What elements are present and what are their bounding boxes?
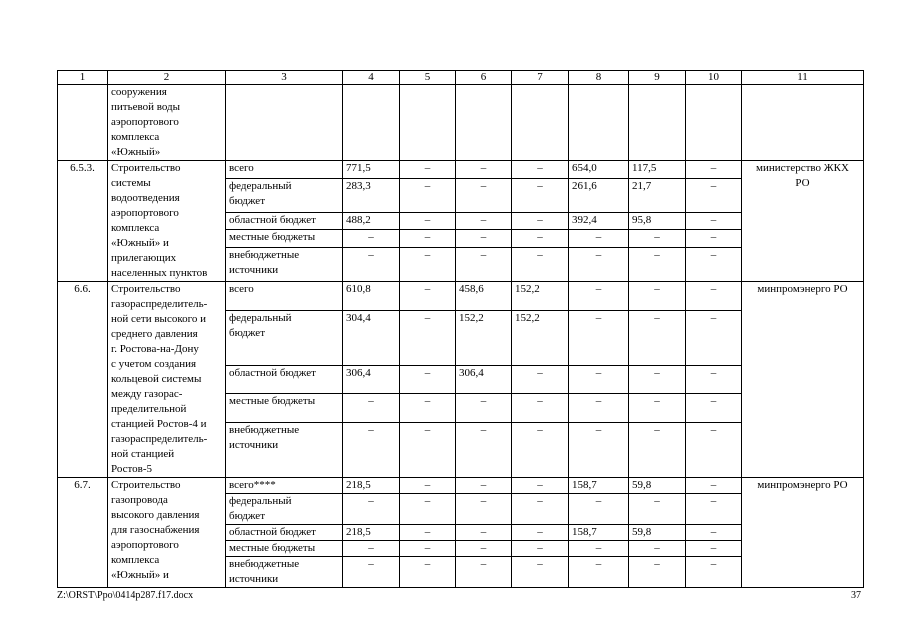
- value-cell: –: [456, 557, 512, 588]
- value-cell: –: [400, 541, 456, 557]
- value-cell: [343, 85, 400, 161]
- value-cell: –: [512, 178, 569, 212]
- value-cell: –: [629, 230, 686, 248]
- funding-source-cell: всего: [226, 161, 343, 179]
- value-cell: –: [629, 557, 686, 588]
- value-cell: –: [400, 247, 456, 281]
- header-cell: 4: [343, 71, 400, 85]
- column-number-row: [58, 71, 864, 85]
- funding-source-cell: местные бюджеты: [226, 230, 343, 248]
- value-cell: 59,8: [629, 525, 686, 541]
- value-cell: –: [400, 161, 456, 179]
- value-cell: –: [569, 365, 629, 394]
- value-cell: –: [686, 230, 742, 248]
- value-cell: 152,2: [512, 310, 569, 365]
- value-cell: –: [400, 365, 456, 394]
- value-cell: –: [686, 541, 742, 557]
- value-cell: –: [456, 422, 512, 477]
- value-cell: –: [629, 394, 686, 423]
- value-cell: –: [686, 422, 742, 477]
- value-cell: 152,2: [512, 282, 569, 311]
- value-cell: –: [686, 557, 742, 588]
- header-cell: 2: [108, 71, 226, 85]
- value-cell: –: [512, 478, 569, 494]
- table-row: [58, 478, 864, 494]
- value-cell: –: [456, 178, 512, 212]
- value-cell: –: [456, 541, 512, 557]
- value-cell: –: [569, 394, 629, 423]
- value-cell: –: [400, 230, 456, 248]
- value-cell: –: [343, 541, 400, 557]
- value-cell: –: [343, 230, 400, 248]
- value-cell: 59,8: [629, 478, 686, 494]
- continuation-row: [58, 85, 864, 161]
- value-cell: –: [512, 247, 569, 281]
- value-cell: –: [686, 394, 742, 423]
- header-cell: 6: [456, 71, 512, 85]
- value-cell: 304,4: [343, 310, 400, 365]
- header-cell: 7: [512, 71, 569, 85]
- measure-name-cell: сооружения питьевой воды аэропортового комплекса «Южный»: [108, 85, 226, 161]
- value-cell: –: [512, 161, 569, 179]
- value-cell: –: [512, 230, 569, 248]
- funding-source-cell: всего: [226, 282, 343, 311]
- header-cell: 11: [742, 71, 864, 85]
- item-number-cell: [58, 85, 108, 161]
- value-cell: –: [456, 494, 512, 525]
- header-cell: 5: [400, 71, 456, 85]
- measure-name-cell: Строительство газопровода высокого давления для газоснабжения аэропортового комплекса «Южный» и: [108, 478, 226, 588]
- measure-name-cell: Строительство газораспределитель- ной сети высокого и среднего давления г. Ростова-на-Дону с учетом создания кольцевой системы между газорас- пределительной станцией Ростов-4 и газораспределитель- ной станцией Ростов-5: [108, 282, 226, 478]
- table-body: [58, 71, 864, 588]
- value-cell: [512, 85, 569, 161]
- file-path: Z:\ORST\Ppo\0414p287.f17.docx: [57, 590, 194, 601]
- value-cell: –: [343, 422, 400, 477]
- value-cell: –: [629, 282, 686, 311]
- header-cell: 9: [629, 71, 686, 85]
- item-number-cell: 6.7.: [58, 478, 108, 588]
- value-cell: –: [569, 422, 629, 477]
- value-cell: –: [343, 394, 400, 423]
- value-cell: –: [512, 212, 569, 230]
- value-cell: [629, 85, 686, 161]
- value-cell: –: [686, 282, 742, 311]
- value-cell: 306,4: [456, 365, 512, 394]
- funding-source-cell: внебюджетные источники: [226, 247, 343, 281]
- header-cell: 10: [686, 71, 742, 85]
- value-cell: –: [456, 478, 512, 494]
- value-cell: –: [686, 161, 742, 179]
- responsible-cell: минпромэнерго РО: [742, 282, 864, 478]
- value-cell: 458,6: [456, 282, 512, 311]
- value-cell: –: [686, 365, 742, 394]
- value-cell: 218,5: [343, 478, 400, 494]
- value-cell: –: [400, 422, 456, 477]
- value-cell: –: [343, 494, 400, 525]
- program-table: [57, 70, 864, 588]
- funding-source-cell: местные бюджеты: [226, 541, 343, 557]
- value-cell: –: [400, 478, 456, 494]
- value-cell: 158,7: [569, 525, 629, 541]
- funding-source-cell: областной бюджет: [226, 365, 343, 394]
- value-cell: –: [569, 557, 629, 588]
- funding-source-cell: внебюджетные источники: [226, 557, 343, 588]
- table-row: [58, 282, 864, 311]
- value-cell: –: [343, 557, 400, 588]
- value-cell: [686, 85, 742, 161]
- value-cell: –: [569, 282, 629, 311]
- value-cell: –: [569, 494, 629, 525]
- responsible-cell: министерство ЖКХ РО: [742, 161, 864, 282]
- value-cell: –: [686, 247, 742, 281]
- funding-source-cell: внебюджетные источники: [226, 422, 343, 477]
- funding-source-cell: федеральный бюджет: [226, 178, 343, 212]
- responsible-cell: минпромэнерго РО: [742, 478, 864, 588]
- responsible-cell: [742, 85, 864, 161]
- value-cell: 283,3: [343, 178, 400, 212]
- funding-source-cell: областной бюджет: [226, 212, 343, 230]
- value-cell: 158,7: [569, 478, 629, 494]
- value-cell: 306,4: [343, 365, 400, 394]
- value-cell: –: [400, 525, 456, 541]
- value-cell: 21,7: [629, 178, 686, 212]
- measure-name-cell: Строительство системы водоотведения аэропортового комплекса «Южный» и прилегающих населенных пунктов: [108, 161, 226, 282]
- value-cell: –: [512, 525, 569, 541]
- value-cell: –: [456, 247, 512, 281]
- value-cell: –: [686, 212, 742, 230]
- header-cell: 3: [226, 71, 343, 85]
- header-cell: 1: [58, 71, 108, 85]
- table-row: [58, 161, 864, 179]
- value-cell: –: [343, 247, 400, 281]
- value-cell: –: [686, 525, 742, 541]
- funding-source-cell: федеральный бюджет: [226, 310, 343, 365]
- value-cell: 117,5: [629, 161, 686, 179]
- value-cell: –: [400, 310, 456, 365]
- value-cell: –: [400, 212, 456, 230]
- funding-source-cell: областной бюджет: [226, 525, 343, 541]
- value-cell: [569, 85, 629, 161]
- value-cell: [456, 85, 512, 161]
- value-cell: 95,8: [629, 212, 686, 230]
- value-cell: –: [400, 394, 456, 423]
- value-cell: –: [569, 247, 629, 281]
- value-cell: –: [456, 212, 512, 230]
- value-cell: –: [456, 525, 512, 541]
- value-cell: –: [629, 494, 686, 525]
- item-number-cell: 6.5.3.: [58, 161, 108, 282]
- value-cell: –: [629, 422, 686, 477]
- value-cell: –: [512, 541, 569, 557]
- value-cell: 152,2: [456, 310, 512, 365]
- value-cell: –: [569, 230, 629, 248]
- value-cell: 261,6: [569, 178, 629, 212]
- value-cell: –: [400, 494, 456, 525]
- value-cell: –: [400, 282, 456, 311]
- value-cell: [400, 85, 456, 161]
- funding-source-cell: всего****: [226, 478, 343, 494]
- value-cell: –: [512, 494, 569, 525]
- value-cell: –: [512, 394, 569, 423]
- value-cell: –: [512, 422, 569, 477]
- funding-source-cell: федеральный бюджет: [226, 494, 343, 525]
- value-cell: –: [400, 557, 456, 588]
- item-number-cell: 6.6.: [58, 282, 108, 478]
- value-cell: –: [629, 365, 686, 394]
- value-cell: 488,2: [343, 212, 400, 230]
- value-cell: –: [629, 310, 686, 365]
- value-cell: –: [512, 365, 569, 394]
- page-number: 37: [851, 590, 861, 601]
- value-cell: 392,4: [569, 212, 629, 230]
- value-cell: 610,8: [343, 282, 400, 311]
- value-cell: –: [512, 557, 569, 588]
- value-cell: –: [686, 310, 742, 365]
- funding-source-cell: [226, 85, 343, 161]
- value-cell: –: [629, 247, 686, 281]
- value-cell: –: [456, 230, 512, 248]
- value-cell: –: [686, 178, 742, 212]
- value-cell: –: [456, 161, 512, 179]
- header-cell: 8: [569, 71, 629, 85]
- value-cell: –: [400, 178, 456, 212]
- funding-source-cell: местные бюджеты: [226, 394, 343, 423]
- value-cell: –: [686, 494, 742, 525]
- value-cell: 218,5: [343, 525, 400, 541]
- value-cell: –: [629, 541, 686, 557]
- value-cell: –: [569, 541, 629, 557]
- value-cell: –: [456, 394, 512, 423]
- value-cell: 771,5: [343, 161, 400, 179]
- value-cell: –: [569, 310, 629, 365]
- value-cell: –: [686, 478, 742, 494]
- value-cell: 654,0: [569, 161, 629, 179]
